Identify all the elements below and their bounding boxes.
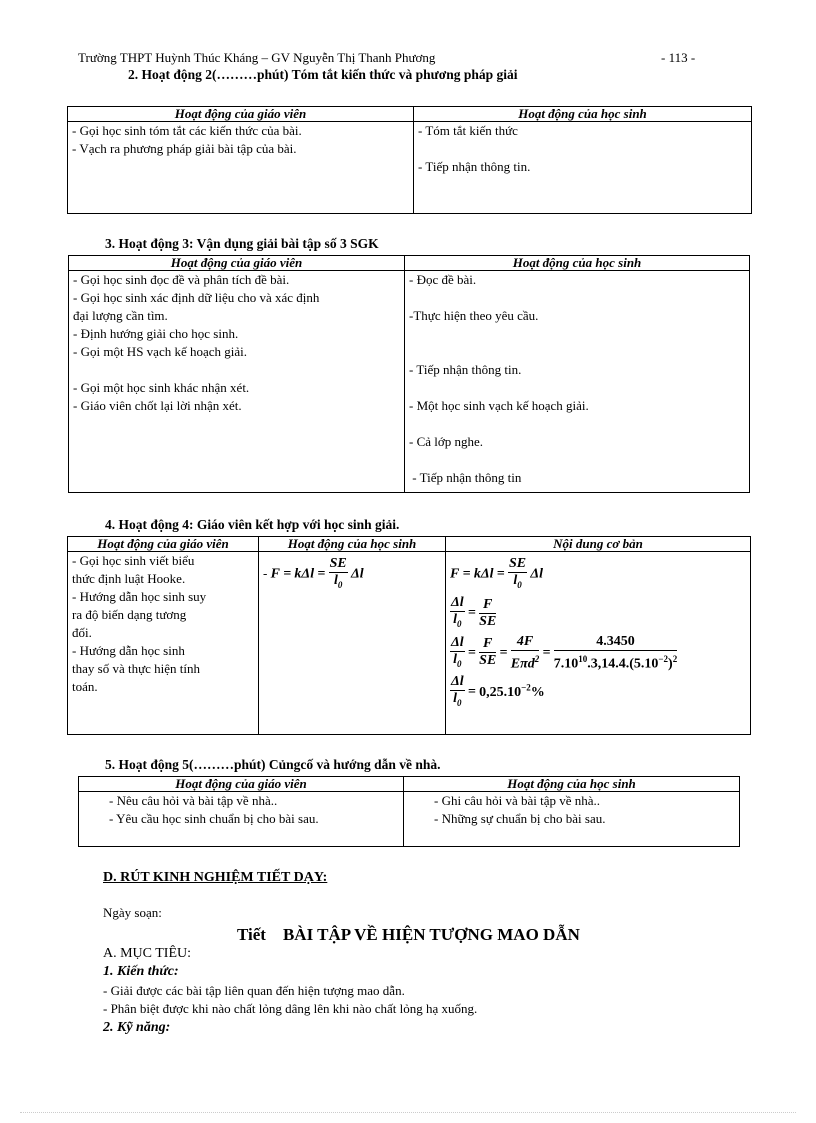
list-item: - Ghi câu hỏi và bài tập về nhà.. — [434, 793, 601, 808]
activity4-teacher-cell — [68, 552, 259, 735]
fraction-num: F — [479, 636, 496, 653]
fraction-den — [329, 573, 348, 593]
fraction-se-l0 — [508, 556, 527, 593]
formula-f: F — [270, 566, 280, 582]
fraction-den — [450, 652, 465, 672]
list-item: - Tiếp nhận thông tin — [409, 470, 522, 485]
activity3-student-cell — [405, 271, 750, 493]
fraction-num: 4F — [511, 634, 539, 651]
activity3-table — [68, 255, 750, 493]
list-item: - Đọc đề bài. — [409, 272, 477, 287]
formula-eq: = — [542, 644, 551, 660]
activity4-col-content: Nội dung cơ bản — [446, 537, 751, 552]
formula-eq: = — [283, 566, 292, 582]
l-symbol: l — [333, 573, 338, 588]
list-item: - Những sự chuẩn bị cho bài sau. — [434, 811, 606, 826]
knowledge-item: - Giải được các bài tập liên quan đến hiện tượng mao dẫn. — [103, 983, 405, 998]
activity4-title: 4. Hoạt động 4: Giáo viên kết hợp với học sinh giải. — [105, 517, 400, 532]
activity2-title: 2. Hoạt động 2(………phút) Tóm tắt kiến thức và phương pháp giải — [128, 67, 518, 82]
fraction-num: 4.3450 — [554, 634, 677, 651]
list-item: đại lượng cần tìm. — [73, 308, 168, 323]
section-d-heading: D. RÚT KINH NGHIỆM TIẾT DẠY: — [103, 870, 328, 885]
list-item: - Gọi học sinh xác định dữ liệu cho và xác định — [73, 290, 320, 305]
activity3-col-student: Hoạt động của học sinh — [405, 256, 750, 271]
list-item: - Định hướng giải cho học sinh. — [73, 326, 239, 341]
activity2-col-teacher: Hoạt động của giáo viên — [68, 107, 414, 122]
activity5-student-cell — [404, 792, 740, 847]
list-item: - Tiếp nhận thông tin. — [409, 362, 522, 377]
formula-dl: Δl — [350, 566, 364, 582]
formula-k: k — [294, 566, 302, 582]
ngay-soan: Ngày soạn: — [103, 905, 162, 920]
activity5-title: 5. Hoạt động 5(………phút) Củngcố và hướng dẫn về nhà. — [105, 757, 441, 772]
formula-dl: Δl — [530, 566, 544, 582]
subscript-zero: 0 — [457, 698, 462, 709]
fraction-num: SE — [508, 556, 527, 571]
formula-eq: = — [499, 644, 508, 660]
fraction-4f-epid2 — [511, 634, 539, 673]
fraction-den — [450, 612, 465, 632]
activity3-title: 3. Hoạt động 3: Vận dụng giải bài tập số 3 SGK — [105, 236, 379, 251]
den-exp: 10 — [578, 653, 588, 664]
fraction-den: SE — [479, 613, 497, 629]
formula-eq: = — [496, 566, 505, 582]
list-item: - Gọi một học sinh khác nhận xét. — [73, 380, 250, 395]
page-bottom-divider — [20, 1112, 796, 1113]
den-part: .3,14.4.(5.10 — [587, 656, 659, 672]
subscript-zero: 0 — [337, 579, 343, 590]
list-item: - Hướng dẫn học sinh — [72, 643, 185, 658]
fraction-dl-l0 — [450, 635, 465, 672]
subscript-zero: 0 — [517, 579, 522, 590]
fraction-se-l0 — [329, 556, 348, 593]
result-unit: % — [530, 684, 545, 700]
knowledge-heading: 1. Kiến thức: — [103, 964, 179, 979]
formula-k: k — [473, 566, 481, 582]
result-exp: −2 — [521, 681, 531, 692]
list-item: - Nêu câu hỏi và bài tập về nhà.. — [109, 793, 278, 808]
formula-eq: = — [467, 644, 476, 660]
activity3-teacher-cell — [69, 271, 405, 493]
hooke-formula-student — [263, 556, 441, 593]
fraction-num: Δl — [451, 634, 464, 650]
fraction-f-se — [479, 636, 496, 669]
activity2-student-cell — [414, 122, 752, 214]
subscript-zero: 0 — [457, 618, 462, 629]
list-item: - Giáo viên chốt lại lời nhận xét. — [73, 398, 242, 413]
lesson-title-line — [237, 925, 580, 945]
objectives-heading: A. MỤC TIÊU: — [103, 946, 192, 961]
formula-line-1 — [450, 556, 746, 593]
activity4-table — [67, 536, 751, 735]
list-item: - Yêu cầu học sinh chuẩn bị cho bài sau. — [109, 811, 319, 826]
l-symbol: l — [453, 691, 458, 707]
header-page-number: - 113 - — [661, 50, 696, 65]
formula-result — [479, 681, 545, 700]
fraction-num: SE — [329, 556, 347, 571]
list-item: thức định luật Hooke. — [72, 571, 186, 586]
formula-eq: = — [467, 605, 476, 621]
den-part: 7.10 — [553, 656, 579, 672]
den-exp: 2 — [672, 653, 678, 664]
activity4-col-teacher: Hoạt động của giáo viên — [68, 537, 259, 552]
list-item: đối. — [72, 625, 92, 640]
formula-line-2 — [450, 595, 746, 632]
list-item: - Gọi một HS vạch kế hoạch giải. — [73, 344, 248, 359]
fraction-den — [508, 573, 527, 593]
activity4-student-cell — [259, 552, 446, 735]
den-exp: −2 — [658, 653, 669, 664]
formula-line-3 — [450, 634, 746, 673]
list-item: ra độ biến dạng tương — [72, 607, 187, 622]
superscript-two: 2 — [534, 653, 540, 664]
list-item: toán. — [72, 679, 98, 694]
fraction-den — [511, 651, 539, 673]
l-symbol: l — [513, 573, 518, 588]
activity2-col-student: Hoạt động của học sinh — [414, 107, 752, 122]
l-symbol: l — [453, 611, 458, 627]
e-pi-d: Eπd — [510, 656, 535, 672]
knowledge-item: - Phân biệt được khi nào chất lỏng dâng lên khi nào chất lỏng hạ xuống. — [103, 1001, 478, 1016]
list-item: - Cả lớp nghe. — [409, 434, 484, 449]
fraction-den — [554, 651, 677, 673]
list-item: - Tiếp nhận thông tin. — [418, 159, 531, 174]
fraction-numeric — [554, 634, 677, 673]
fraction-den — [450, 691, 465, 711]
formula-dl: Δl — [480, 566, 494, 582]
list-item: - Một học sinh vạch kế hoạch giải. — [409, 398, 589, 413]
activity5-table — [78, 776, 740, 847]
activity2-teacher-cell — [68, 122, 414, 214]
formula-line-4 — [450, 674, 746, 711]
fraction-num: F — [479, 597, 496, 614]
formula-eq: = — [467, 684, 476, 700]
list-item: - Gọi học sinh tóm tắt các kiến thức của bài. — [72, 123, 302, 138]
activity3-col-teacher: Hoạt động của giáo viên — [69, 256, 405, 271]
skills-heading: 2. Kỹ năng: — [103, 1020, 171, 1035]
header-school: Trường THPT Huỳnh Thúc Kháng – GV Nguyễn Thị Thanh Phương — [78, 50, 436, 65]
list-item: - Vạch ra phương pháp giải bài tập của bài. — [72, 141, 297, 156]
result-value: 0,25.10 — [479, 684, 522, 700]
lesson-tiet: Tiết — [237, 925, 266, 944]
list-item: thay số và thực hiện tính — [72, 661, 200, 676]
activity2-table — [67, 106, 752, 214]
list-item: - Gọi học sinh viết biểu — [72, 553, 195, 568]
formula-f: F — [450, 566, 460, 582]
activity4-content-cell — [446, 552, 751, 735]
dash: - — [263, 565, 271, 581]
fraction-dl-l0 — [450, 674, 465, 711]
den-part: ) — [668, 656, 673, 672]
fraction-num: Δl — [451, 594, 464, 610]
formula-dl: Δl — [301, 566, 315, 582]
subscript-zero: 0 — [457, 658, 462, 669]
lesson-title: BÀI TẬP VỀ HIỆN TƯỢNG MAO DẪN — [282, 925, 580, 944]
list-item: - Tóm tắt kiến thức — [418, 123, 518, 138]
list-item: - Hướng dẫn học sinh suy — [72, 589, 207, 604]
l-symbol: l — [453, 651, 458, 667]
list-item: - Gọi học sinh đọc đề và phân tích đề bài. — [73, 272, 290, 287]
formula-eq: = — [462, 566, 471, 582]
activity5-col-teacher: Hoạt động của giáo viên — [79, 777, 404, 792]
fraction-den: SE — [479, 653, 497, 669]
fraction-f-se — [479, 597, 496, 630]
activity4-col-student: Hoạt động của học sinh — [259, 537, 446, 552]
formula-eq: = — [317, 566, 326, 582]
activity5-col-student: Hoạt động của học sinh — [404, 777, 740, 792]
list-item: -Thực hiện theo yêu cầu. — [409, 308, 539, 323]
fraction-dl-l0 — [450, 595, 465, 632]
fraction-num: Δl — [451, 674, 464, 690]
activity5-teacher-cell — [79, 792, 404, 847]
